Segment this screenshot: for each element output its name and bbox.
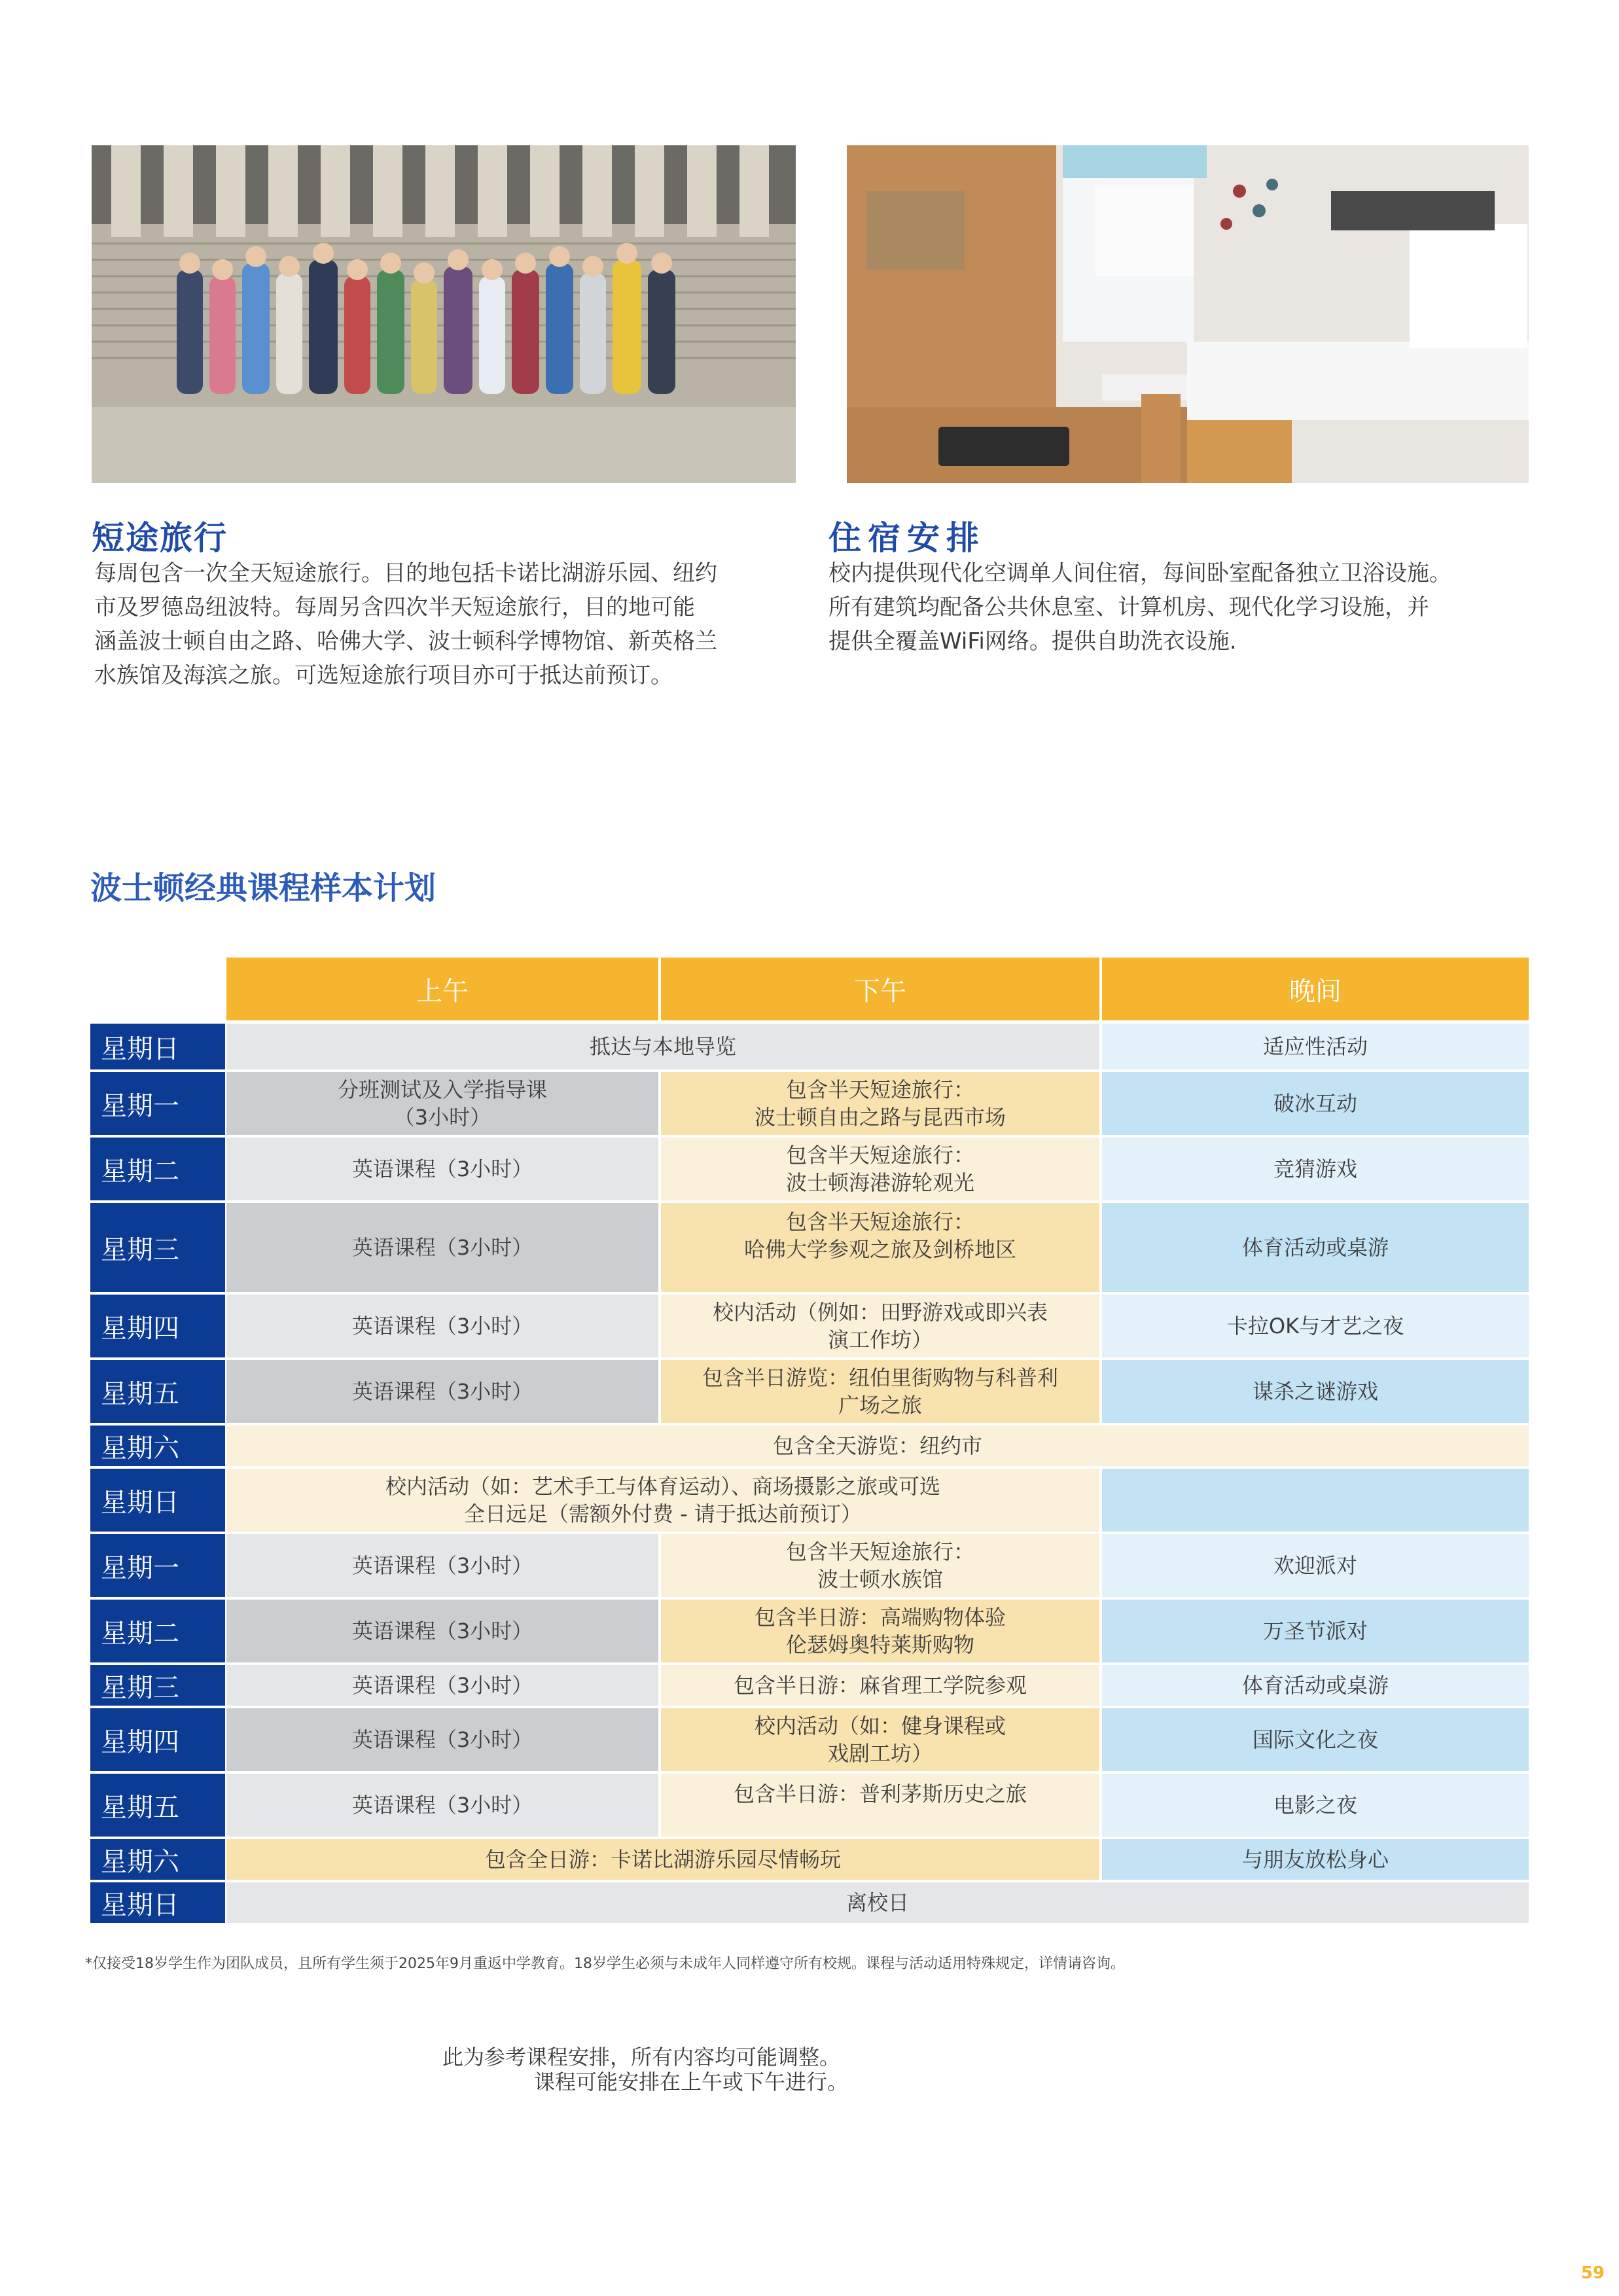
cell-text: 包含半天短途旅行： 波士顿海港游轮观光	[785, 1143, 974, 1195]
cell-evening	[1102, 1360, 1529, 1423]
cell-morning-afternoon	[226, 1024, 1099, 1069]
cell-evening	[1102, 1469, 1529, 1532]
header-afternoon: 下午	[661, 958, 1099, 1020]
cell-text: 校内活动（如：健身课程或 戏剧工坊）	[754, 1713, 1006, 1766]
cell-evening	[1102, 1203, 1529, 1292]
cell-morning	[226, 1774, 658, 1837]
cell-afternoon	[661, 1774, 1099, 1837]
accommodation-line: 提供全覆盖WiFi网络。提供自助洗衣设施.	[828, 628, 1237, 655]
cell-text: 谋杀之谜游戏	[1252, 1379, 1378, 1404]
day-label: 星期日	[90, 1024, 225, 1069]
day-label: 星期日	[90, 1469, 225, 1532]
cell-morning	[226, 1534, 658, 1597]
cell-morning	[226, 1600, 658, 1662]
cell-full-day	[226, 1426, 1529, 1466]
cell-text: 离校日	[845, 1890, 909, 1915]
cell-text: 竞猜游戏	[1273, 1157, 1357, 1181]
cell-evening	[1102, 1839, 1529, 1880]
cell-evening	[1102, 1138, 1529, 1200]
excursions-body	[94, 556, 717, 692]
cell-text: 万圣节派对	[1262, 1619, 1368, 1643]
cell-text: 包含全日游：卡诺比湖游乐园尽情畅玩	[484, 1847, 841, 1872]
cell-evening	[1102, 1665, 1529, 1706]
header-morning: 上午	[226, 958, 658, 1020]
day-label: 星期日	[90, 1882, 225, 1923]
accommodation-line: 所有建筑均配备公共休息室、计算机房、现代化学习设施，并	[828, 594, 1429, 620]
cell-evening	[1102, 1072, 1529, 1135]
cell-afternoon	[661, 1203, 1099, 1292]
cell-text: 包含半日游：高端购物体验 伦瑟姆奥特莱斯购物	[754, 1605, 1006, 1657]
cell-evening	[1102, 1024, 1529, 1069]
cell-text: 英语课程（3小时）	[351, 1793, 533, 1818]
cell-text: 抵达与本地导览	[589, 1034, 736, 1059]
cell-text: 卡拉OK与才艺之夜	[1226, 1314, 1404, 1338]
cell-text: 电影之夜	[1273, 1793, 1357, 1818]
day-label: 星期六	[90, 1839, 225, 1880]
day-label: 星期一	[90, 1072, 225, 1135]
page-number: 59	[1580, 2263, 1605, 2283]
cell-text: 与朋友放松身心	[1241, 1847, 1389, 1872]
day-label: 星期六	[90, 1426, 225, 1466]
cell-text: 体育活动或桌游	[1241, 1235, 1389, 1260]
cell-text: 包含半日游览：纽伯里街购物与科普利 广场之旅	[702, 1365, 1058, 1418]
cell-morning	[226, 1072, 658, 1135]
day-label: 星期四	[90, 1295, 225, 1357]
cell-text: 英语课程（3小时）	[351, 1379, 533, 1404]
excursions-line: 涵盖波士顿自由之路、哈佛大学、波士顿科学博物馆、新英格兰	[94, 628, 717, 655]
accommodation-line: 校内提供现代化空调单人间住宿，每间卧室配备独立卫浴设施。	[828, 560, 1451, 586]
cell-morning-afternoon	[226, 1469, 1099, 1532]
cell-afternoon	[661, 1295, 1099, 1357]
cell-text: 欢迎派对	[1273, 1553, 1357, 1578]
cell-text: 英语课程（3小时）	[351, 1673, 533, 1698]
cell-text: 破冰互动	[1273, 1091, 1357, 1116]
excursions-line: 水族馆及海滨之旅。可选短途旅行项目亦可于抵达前预订。	[94, 662, 673, 689]
cell-text: 英语课程（3小时）	[351, 1553, 533, 1578]
cell-afternoon	[661, 1600, 1099, 1662]
day-label: 星期五	[90, 1360, 225, 1423]
excursions-title: 短途旅行	[92, 519, 228, 557]
cell-text: 英语课程（3小时）	[351, 1157, 533, 1181]
cell-text: 包含半日游：普利茅斯历史之旅	[733, 1782, 1027, 1806]
cell-afternoon	[661, 1534, 1099, 1597]
day-label: 星期一	[90, 1534, 225, 1597]
accommodation-title: 住宿安排	[828, 519, 986, 557]
cell-text: 校内活动（如：艺术手工与体育运动）、商场摄影之旅或可选 全日远足（需额外付费 - 请于抵达前预订）	[385, 1474, 940, 1526]
cell-evening	[1102, 1600, 1529, 1662]
cell-afternoon	[661, 1665, 1099, 1706]
cell-afternoon	[661, 1138, 1099, 1200]
cell-text: 校内活动（例如：田野游戏或即兴表 演工作坊）	[712, 1300, 1048, 1352]
cell-text: 包含半天短途旅行： 波士顿自由之路与昆西市场	[754, 1077, 1006, 1130]
cell-morning	[226, 1665, 658, 1706]
footnote: *仅接受18岁学生作为团队成员，且所有学生须于2025年9月重返中学教育。18岁学生必须与未成年人同样遵守所有校规。课程与活动适用特殊规定，详情请咨询。	[85, 1956, 1125, 1972]
schedule-note-line1: 此为参考课程安排，所有内容均可能调整。	[442, 2045, 841, 2070]
cell-text: 分班测试及入学指导课 （3小时）	[337, 1077, 547, 1130]
cell-afternoon	[661, 1072, 1099, 1135]
dorm-room-photo	[847, 145, 1529, 483]
header-evening: 晚间	[1102, 958, 1529, 1020]
cell-morning	[226, 1708, 658, 1771]
cell-evening	[1102, 1295, 1529, 1357]
cell-morning	[226, 1360, 658, 1423]
cell-text: 包含半天短途旅行： 哈佛大学参观之旅及剑桥地区	[743, 1210, 1016, 1262]
cell-text: 英语课程（3小时）	[351, 1727, 533, 1752]
cell-morning-afternoon	[226, 1839, 1099, 1880]
day-label: 星期三	[90, 1665, 225, 1706]
cell-morning	[226, 1138, 658, 1200]
day-label: 星期三	[90, 1203, 225, 1292]
cell-text: 包含全天游览：纽约市	[772, 1433, 982, 1458]
cell-full-day	[226, 1882, 1529, 1923]
accommodation-body	[828, 556, 1451, 658]
day-label: 星期二	[90, 1600, 225, 1662]
cell-morning	[226, 1203, 658, 1292]
cell-text: 适应性活动	[1262, 1034, 1368, 1059]
cell-evening	[1102, 1774, 1529, 1837]
day-label: 星期二	[90, 1138, 225, 1200]
cell-evening	[1102, 1534, 1529, 1597]
excursions-line: 市及罗德岛纽波特。每周另含四次半天短途旅行，目的地可能	[94, 594, 695, 620]
day-label: 星期四	[90, 1708, 225, 1771]
group-excursion-photo	[92, 145, 796, 483]
schedule-note-line2: 课程可能安排在上午或下午进行。	[534, 2070, 849, 2094]
day-label: 星期五	[90, 1774, 225, 1837]
schedule-title: 波士顿经典课程样本计划	[90, 870, 436, 906]
cell-text: 英语课程（3小时）	[351, 1314, 533, 1338]
cell-text: 体育活动或桌游	[1241, 1673, 1389, 1698]
cell-evening	[1102, 1708, 1529, 1771]
cell-morning	[226, 1295, 658, 1357]
cell-text: 国际文化之夜	[1252, 1727, 1378, 1752]
excursions-line: 每周包含一次全天短途旅行。目的地包括卡诺比湖游乐园、纽约	[94, 560, 717, 586]
cell-text: 英语课程（3小时）	[351, 1619, 533, 1643]
cell-text: 包含半天短途旅行： 波士顿水族馆	[785, 1539, 974, 1592]
cell-afternoon	[661, 1360, 1099, 1423]
cell-afternoon	[661, 1708, 1099, 1771]
cell-text: 包含半日游：麻省理工学院参观	[733, 1673, 1027, 1698]
cell-text: 英语课程（3小时）	[351, 1235, 533, 1260]
